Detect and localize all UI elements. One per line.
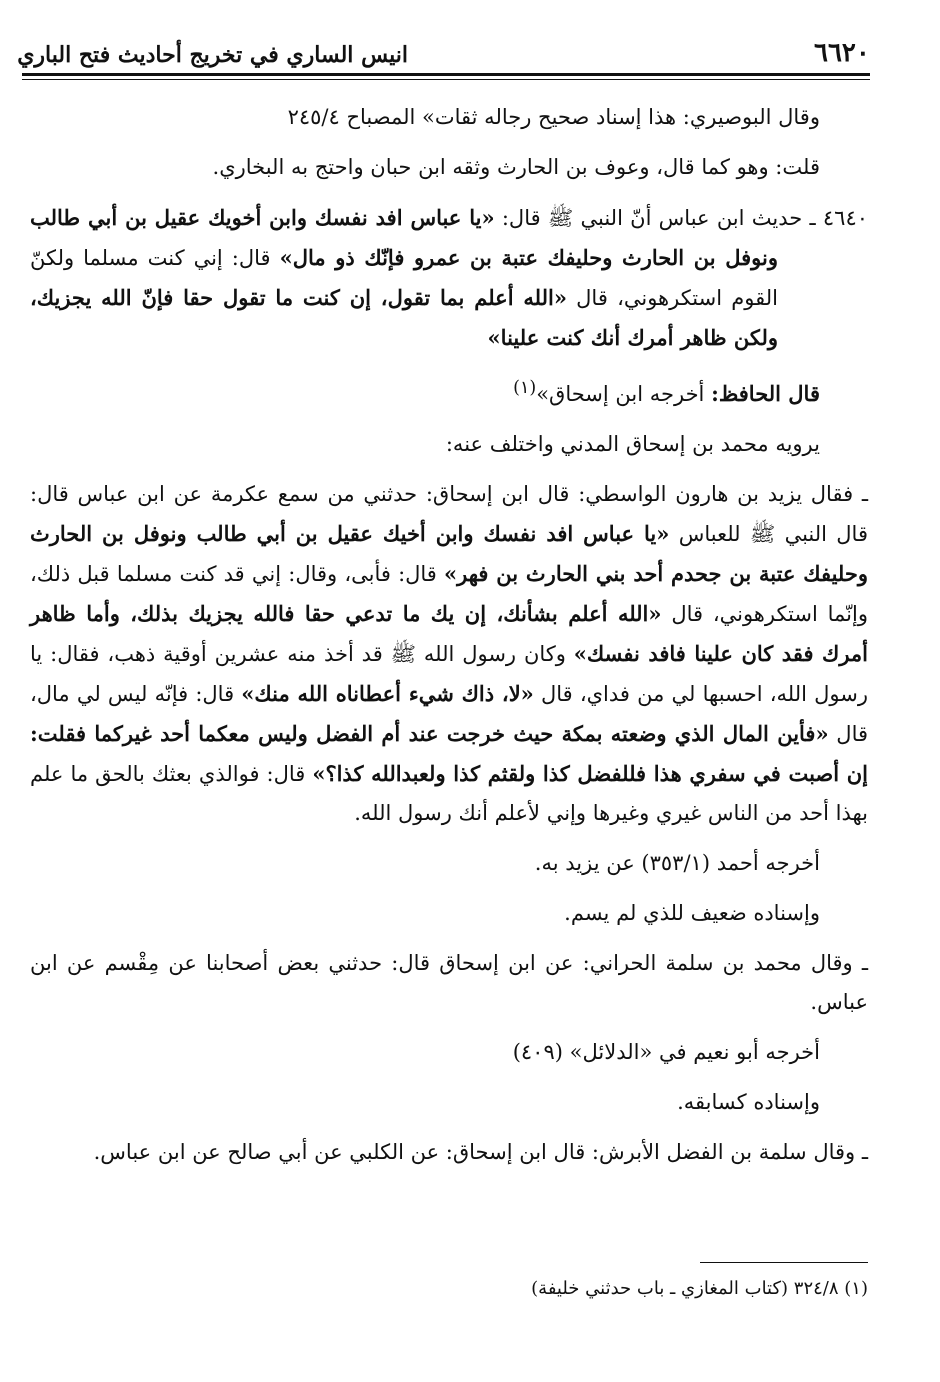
narration-quote: «الله أعلم بشأنك، إن يك ما تدعي حقا فالله يجزيك بذلك، وأما ظاهر أمرك فقد كان علينا فافد نفسك» — [30, 601, 868, 666]
paragraph: أخرجه أحمد (٣٥٣/١) عن يزيد به. — [534, 851, 820, 875]
running-title: انيس الساري في تخريج أحاديث فتح الباري — [17, 42, 408, 68]
narration-text: قال: فإنّه ليس لي مال، قال — [30, 682, 869, 746]
footnote-rule — [700, 1262, 868, 1263]
page-number: ٦٦٢٠ — [814, 38, 870, 68]
hadith-number: ٤٦٤٠ ـ — [809, 206, 869, 230]
narration-quote: «لا، ذاك شيء أعطاناه الله منك» — [241, 681, 534, 706]
narration-quote: «يا عباس افد نفسك وابن أخيك عقيل بن أبي طالب ونوفل بن الحارث وحليفك عتبة بن جحدم أحد بني الحارث بن فهر» — [30, 521, 869, 586]
paragraph: ـ وقال سلمة بن الفضل الأبرش: قال ابن إسحاق: عن الكلبي عن أبي صالح عن ابن عباس. — [93, 1140, 868, 1164]
page-body — [30, 98, 868, 1183]
paragraph: يرويه محمد بن إسحاق المدني واختلف عنه: — [445, 432, 820, 456]
paragraph: ـ وقال محمد بن سلمة الحراني: عن ابن إسحاق قال: حدثني بعض أصحابنا عن مِقْسم عن ابن عباس. — [30, 951, 868, 1014]
page-header — [17, 32, 870, 78]
narration-text: ـ فقال يزيد بن هارون الواسطي: قال ابن إسحاق: حدثني من سمع عكرمة عن ابن عباس قال: قال النبي ﷺ للعباس — [30, 482, 868, 546]
hafiz-line — [30, 369, 868, 414]
hadith-quote: «يا عباس افد نفسك وابن أخويك عقيل بن أبي طالب ونوفل بن الحارث وحليفك عتبة بن عمرو فإنّك ذو مال» — [30, 205, 778, 270]
hadith-entry — [30, 198, 868, 358]
narration-text: قال: فأبى، وقال: إني قد كنت مسلما قبل ذلك، وإنّما استكرهوني، قال — [30, 562, 868, 626]
hadith-quote: «الله أعلم بما تقول، إن كنت ما تقول حقا فإنّ الله يجزيك، ولكن ظاهر أمرك أنك كنت علينا» — [30, 285, 778, 350]
header-rule — [22, 73, 870, 76]
paragraph: وإسناده ضعيف للذي لم يسم. — [564, 901, 820, 925]
narration-text: وكان رسول الله ﷺ قد أخذ منه عشرين أوقية ذهب، فقال: يا رسول الله، احسبها لي من فداي، قال — [30, 642, 869, 706]
hadith-text: حديث ابن عباس أنّ النبي ﷺ قال: — [494, 206, 803, 230]
hadith-text: قال: إني كنت مسلما ولكنّ القوم استكرهوني، قال — [30, 246, 778, 310]
header-rule-thin — [22, 79, 870, 80]
paragraph: وإسناده كسابقه. — [677, 1090, 820, 1114]
paragraph: وقال البوصيري: هذا إسناد صحيح رجاله ثقات» المصباح ٢٤٥/٤ — [287, 105, 820, 129]
narration — [30, 475, 868, 833]
narration-quote: «فأين المال الذي وضعته بمكة حيث خرجت عند أم الفضل وليس معكما أحد غيركما فقلت: إن أصبت في سفري هذا فللفضل كذا ولقثم كذا ولعبدالله كذا؟» — [30, 721, 868, 786]
footnote: (١) ٣٢٤/٨ (كتاب المغازي ـ باب حدثني خليفة) — [531, 1278, 868, 1299]
hafiz-text: أخرجه ابن إسحاق» — [536, 382, 712, 406]
hafiz-label: قال الحافظ: — [711, 381, 820, 406]
footnote-ref: (١) — [513, 378, 537, 398]
paragraph: قلت: وهو كما قال، وعوف بن الحارث وثقه ابن حبان واحتج به البخاري. — [212, 155, 820, 179]
narration-text: قال: فوالذي بعثك بالحق ما علم بهذا أحد من الناس غيري وغيرها وإني لأعلم أنك رسول الله. — [30, 762, 868, 825]
paragraph: أخرجه أبو نعيم في «الدلائل» (٤٠٩) — [512, 1040, 820, 1064]
